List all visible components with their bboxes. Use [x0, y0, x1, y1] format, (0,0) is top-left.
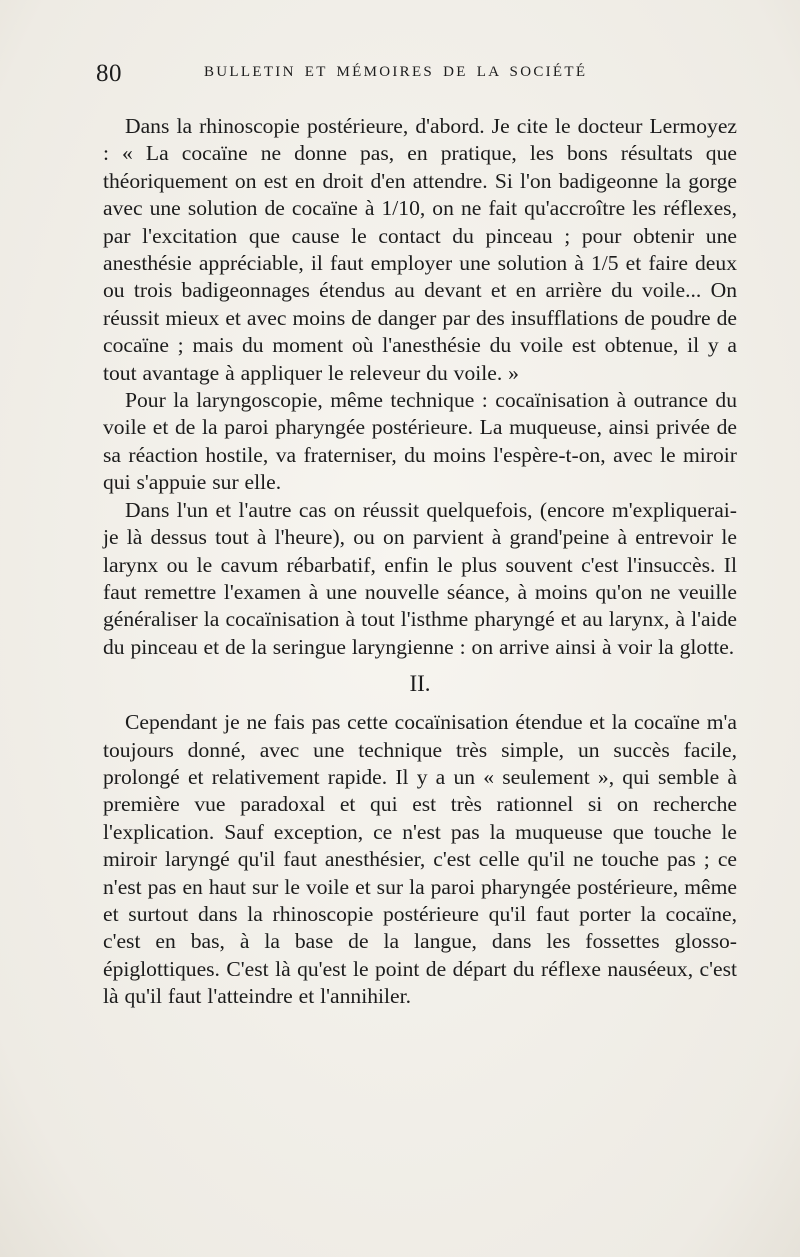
- body-text: [103, 113, 737, 1011]
- page-header: [96, 60, 726, 90]
- running-head: BULLETIN ET MÉMOIRES DE LA SOCIÉTÉ: [204, 64, 588, 80]
- paragraph-technique: Cependant je ne fais pas cette cocaïnisation étendue et la cocaïne m'a toujours donné, avec une technique très simple, un succès facile, prolongé et relativement rapide. Il y a un « seulement », qui semble à première vue paradoxal et qui est très rationnel si on recherche l'explication. Sauf exception, ce n'est pas la muqueuse que touche le miroir laryngé qu'il faut anesthésier, c'est celle qu'il ne touche pas ; ce n'est pas en haut sur le voile et sur la paroi pharyngée postérieure, même et surtout dans la rhinoscopie postérieure qu'il faut porter la cocaïne, c'est en bas, à la base de la langue, dans les fossettes glosso-épiglottiques. C'est là qu'est le point de départ du réflexe nauséeux, c'est là qu'il faut l'atteindre et l'annihiler.: [103, 710, 737, 1009]
- paragraph-outcomes: Dans l'un et l'autre cas on réussit quelquefois, (encore m'expliquerai-je là dessus tout à l'heure), ou on parvient à grand'peine à entrevoir le larynx ou le cavum rébarbatif, enfin le plus souvent c'est l'insuccès. Il faut remettre l'examen à une nouvelle séance, à moins qu'on ne veuille généraliser la cocaïnisation à tout l'isthme pharyngé et au larynx, à l'aide du pinceau et de la seringue laryngienne : on arrive ainsi à voir la glotte.: [103, 497, 737, 659]
- section-heading: II.: [409, 671, 431, 697]
- paragraph-rhinoscopy: Dans la rhinoscopie postérieure, d'abord. Je cite le docteur Lermoyez : « La cocaïne ne donne pas, en pratique, les bons résultats que théoriquement on est en droit d'en attendre. Si l'on badigeonne la gorge avec une solution de cocaïne à 1/10, on ne fait qu'accroître les réflexes, par l'excitation que cause le contact du pinceau ; pour obtenir une anesthésie appréciable, il faut employer une solution à 1/5 et faire deux ou trois badigeonnages étendus au devant et en arrière du voile... On réussit mieux et avec moins de danger par des insufflations de poudre de cocaïne ; mais du moment où l'anesthésie du voile est obtenue, il y a tout avantage à appliquer le releveur du voile. »: [103, 114, 737, 385]
- page-number: 80: [96, 60, 122, 87]
- paragraph-laryngoscopy: Pour la laryngoscopie, même technique : cocaïnisation à outrance du voile et de la paroi pharyngée postérieure. La muqueuse, ainsi privée de sa réaction hostile, va fraterniser, du moins l'espère-t-on, avec le miroir qui s'appuie sur elle.: [103, 388, 737, 495]
